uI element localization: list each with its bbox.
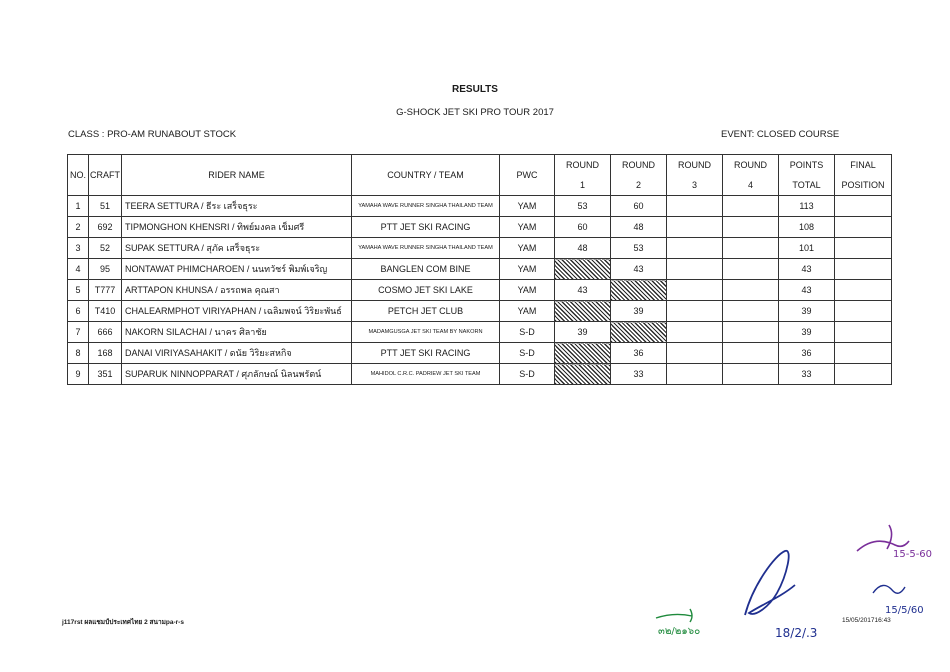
header-position: POSITION (835, 175, 892, 196)
table-row (68, 217, 892, 238)
green-initial-signature (650, 600, 710, 640)
cell-rider-name: TIPMONGHON KHENSRI / ทิพย์มงคล เข็มศรี (122, 217, 352, 238)
cell-final-position (835, 196, 892, 217)
cell-no: 3 (68, 238, 89, 259)
cell-rider-name: NONTAWAT PHIMCHAROEN / นนทวัชร์ พิมพ์เจริญ (122, 259, 352, 280)
cell-no: 1 (68, 196, 89, 217)
header-no: NO. (68, 155, 89, 196)
cell-round-1: 48 (555, 238, 611, 259)
cell-rider-name: TEERA SETTURA / ธีระ เสร็จธุระ (122, 196, 352, 217)
cell-team: PTT JET SKI RACING (352, 217, 500, 238)
table-row (68, 364, 892, 385)
cell-no: 7 (68, 322, 89, 343)
cell-craft: 52 (89, 238, 122, 259)
results-table (67, 154, 892, 385)
header-round-1: ROUND (555, 155, 611, 176)
cell-round-2: 48 (611, 217, 667, 238)
cell-rider-name: NAKORN SILACHAI / นาคร ศิลาชัย (122, 322, 352, 343)
header-round-2-num: 2 (611, 175, 667, 196)
purple-date-bottom: 15/5/60 (885, 605, 924, 616)
header-round-4: ROUND (723, 155, 779, 176)
cell-round-3 (667, 196, 723, 217)
cell-round-3 (667, 343, 723, 364)
cell-final-position (835, 217, 892, 238)
cell-round-2: 53 (611, 238, 667, 259)
header-craft: CRAFT (89, 155, 122, 196)
cell-pwc: S-D (500, 343, 555, 364)
cell-team: BANGLEN COM BINE (352, 259, 500, 280)
cell-team: MAHIDOL C.R.C. PADRIEW JET SKI TEAM (352, 364, 500, 385)
cell-rider-name: DANAI VIRIYASAHAKIT / ดนัย วิริยะสหกิจ (122, 343, 352, 364)
cell-round-1 (555, 301, 611, 322)
cell-pwc: YAM (500, 217, 555, 238)
cell-no: 9 (68, 364, 89, 385)
cell-no: 4 (68, 259, 89, 280)
header-round-3-num: 3 (667, 175, 723, 196)
cell-pwc: YAM (500, 238, 555, 259)
cell-round-1: 43 (555, 280, 611, 301)
cell-craft: 168 (89, 343, 122, 364)
cell-round-3 (667, 322, 723, 343)
cell-pwc: S-D (500, 322, 555, 343)
cell-round-3 (667, 217, 723, 238)
cell-craft: T777 (89, 280, 122, 301)
cell-total: 43 (779, 280, 835, 301)
cell-craft: 692 (89, 217, 122, 238)
cell-round-2: 60 (611, 196, 667, 217)
cell-final-position (835, 238, 892, 259)
cell-final-position (835, 301, 892, 322)
cell-final-position (835, 343, 892, 364)
cell-craft: T410 (89, 301, 122, 322)
cell-rider-name: CHALEARMPHOT VIRIYAPHAN / เฉลิมพจน์ วิริยะพันธ์ (122, 301, 352, 322)
blue-signature (735, 545, 845, 645)
results-rows (68, 196, 892, 385)
cell-total: 39 (779, 301, 835, 322)
purple-signature (845, 515, 945, 625)
cell-round-1: 60 (555, 217, 611, 238)
cell-team: YAMAHA WAVE RUNNER SINGHA THAILAND TEAM (352, 238, 500, 259)
table-row (68, 238, 892, 259)
cell-round-1 (555, 343, 611, 364)
cell-round-2: 39 (611, 301, 667, 322)
cell-round-4 (723, 238, 779, 259)
header-country-team: COUNTRY / TEAM (352, 155, 500, 196)
cell-round-1: 39 (555, 322, 611, 343)
cell-craft: 351 (89, 364, 122, 385)
results-title: RESULTS (452, 84, 498, 95)
header-round-3: ROUND (667, 155, 723, 176)
table-row (68, 196, 892, 217)
header-pwc: PWC (500, 155, 555, 196)
cell-rider-name: ARTTAPON KHUNSA / อรรถพล คุณสา (122, 280, 352, 301)
purple-date-top: 15-5-60 (893, 549, 933, 560)
cell-round-1: 53 (555, 196, 611, 217)
cell-team: MADAMGUSGA JET SKI TEAM BY NAKORN (352, 322, 500, 343)
cell-no: 6 (68, 301, 89, 322)
cell-total: 36 (779, 343, 835, 364)
header-round-2: ROUND (611, 155, 667, 176)
cell-round-4 (723, 259, 779, 280)
cell-rider-name: SUPARUK NINNOPPARAT / ศุภลักษณ์ นิลนพรัตน์ (122, 364, 352, 385)
cell-final-position (835, 259, 892, 280)
cell-craft: 95 (89, 259, 122, 280)
cell-pwc: YAM (500, 196, 555, 217)
table-row (68, 343, 892, 364)
cell-final-position (835, 364, 892, 385)
header-rider-name: RIDER NAME (122, 155, 352, 196)
header-round-1-num: 1 (555, 175, 611, 196)
cell-no: 2 (68, 217, 89, 238)
cell-pwc: S-D (500, 364, 555, 385)
table-row (68, 280, 892, 301)
cell-total: 108 (779, 217, 835, 238)
cell-round-1 (555, 364, 611, 385)
cell-round-4 (723, 196, 779, 217)
cell-no: 8 (68, 343, 89, 364)
cell-round-4 (723, 217, 779, 238)
cell-pwc: YAM (500, 259, 555, 280)
class-label: CLASS : PRO-AM RUNABOUT STOCK (68, 129, 237, 140)
cell-pwc: YAM (500, 301, 555, 322)
cell-round-2: 43 (611, 259, 667, 280)
cell-total: 39 (779, 322, 835, 343)
cell-round-4 (723, 343, 779, 364)
cell-team: COSMO JET SKI LAKE (352, 280, 500, 301)
header-points: POINTS (779, 155, 835, 176)
cell-team: PTT JET SKI RACING (352, 343, 500, 364)
green-note: ๓๒/๒๑๖๐ (658, 626, 701, 637)
cell-round-3 (667, 280, 723, 301)
cell-round-3 (667, 364, 723, 385)
cell-no: 5 (68, 280, 89, 301)
cell-round-2 (611, 280, 667, 301)
cell-pwc: YAM (500, 280, 555, 301)
cell-final-position (835, 322, 892, 343)
cell-round-1 (555, 259, 611, 280)
footer-timestamp: 15/05/201716:43 (842, 617, 891, 624)
cell-final-position (835, 280, 892, 301)
cell-total: 43 (779, 259, 835, 280)
blue-date: 18/2/.3 (775, 626, 818, 640)
table-row (68, 322, 892, 343)
cell-total: 33 (779, 364, 835, 385)
cell-craft: 51 (89, 196, 122, 217)
event-label: EVENT: CLOSED COURSE (721, 129, 840, 140)
cell-team: YAMAHA WAVE RUNNER SINGHA THAILAND TEAM (352, 196, 500, 217)
cell-round-3 (667, 259, 723, 280)
cell-rider-name: SUPAK SETTURA / สุภัค เสร็จธุระ (122, 238, 352, 259)
cell-round-3 (667, 301, 723, 322)
event-subtitle: G-SHOCK JET SKI PRO TOUR 2017 (396, 107, 554, 118)
header-total: TOTAL (779, 175, 835, 196)
cell-total: 113 (779, 196, 835, 217)
cell-round-2: 33 (611, 364, 667, 385)
table-row (68, 301, 892, 322)
cell-round-4 (723, 301, 779, 322)
footer-file-label: j117rst ผลแชมป์ประเทศไทย 2 สนามpa-r-s (62, 619, 184, 626)
header-round-4-num: 4 (723, 175, 779, 196)
cell-round-3 (667, 238, 723, 259)
cell-round-4 (723, 364, 779, 385)
cell-round-2: 36 (611, 343, 667, 364)
cell-total: 101 (779, 238, 835, 259)
cell-team: PETCH JET CLUB (352, 301, 500, 322)
header-final: FINAL (835, 155, 892, 176)
cell-craft: 666 (89, 322, 122, 343)
table-row (68, 259, 892, 280)
cell-round-4 (723, 322, 779, 343)
cell-round-4 (723, 280, 779, 301)
cell-round-2 (611, 322, 667, 343)
